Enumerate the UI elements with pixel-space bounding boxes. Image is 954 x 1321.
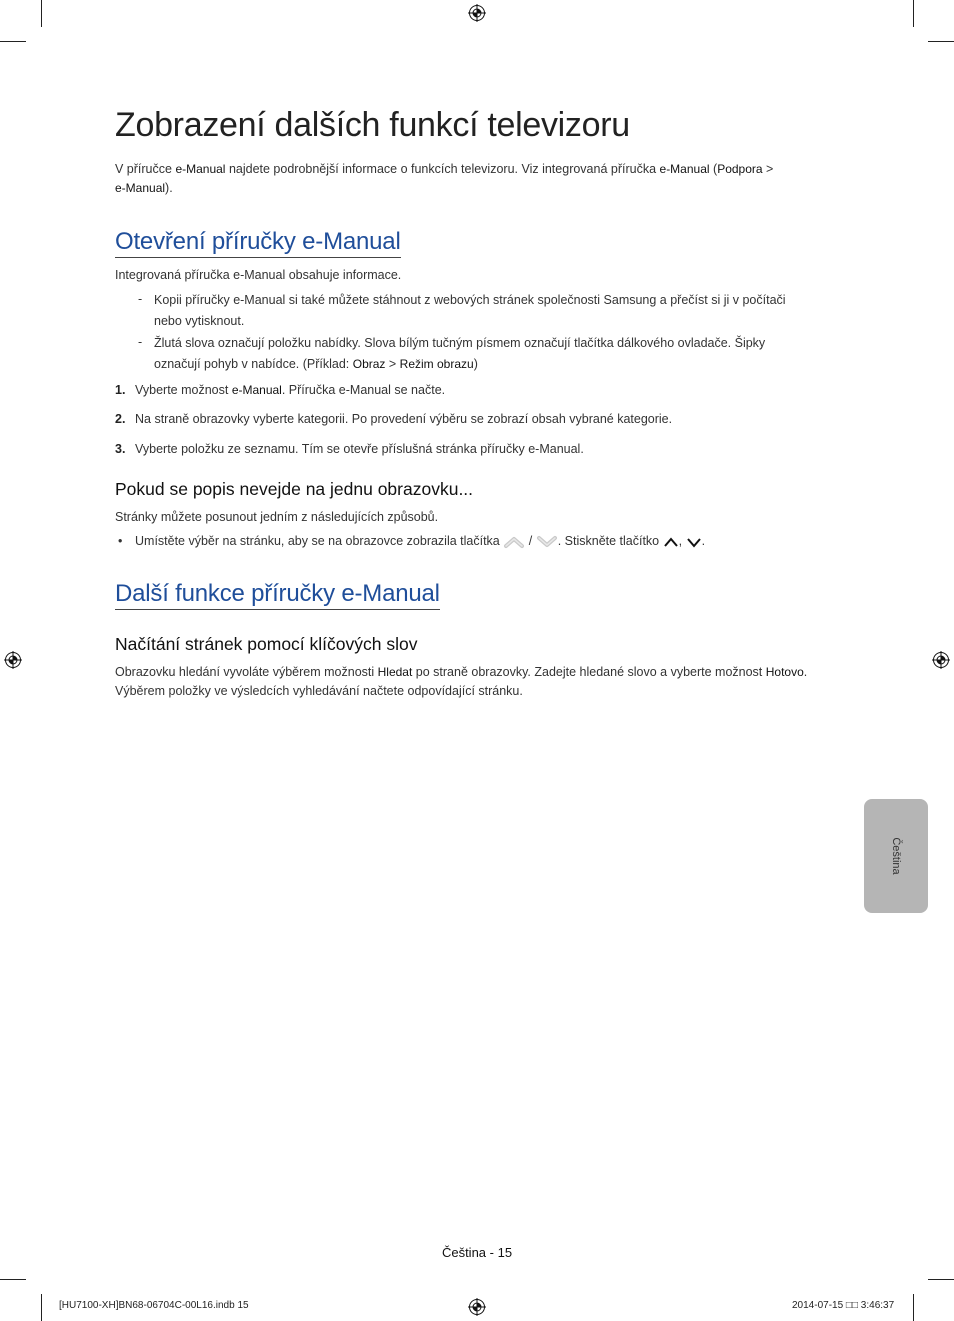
language-tab: [864, 799, 928, 913]
crop-mark: [0, 1279, 26, 1280]
note-item: [154, 290, 844, 332]
paragraph-text: .: [803, 665, 808, 679]
intro-text: >: [762, 162, 774, 176]
crop-mark: [41, 1294, 42, 1321]
button-keyword: Hotovo: [765, 665, 804, 679]
menu-keyword: Obraz: [352, 357, 386, 371]
subsection-heading: Načítání stránek pomocí klíčových slov: [115, 634, 418, 654]
intro-text: najdete podrobnější informace o funkcích televizoru. Viz integrovaná příručka: [225, 162, 660, 176]
paragraph-text: Obrazovku hledání vyvoláte výběrem možnosti: [115, 665, 378, 679]
section-heading: Otevření příručky e-Manual: [115, 228, 401, 258]
crop-mark: [913, 0, 914, 27]
registration-mark-icon: [4, 651, 22, 669]
bullet-item: [135, 532, 705, 551]
subsection-heading: Pokud se popis nevejde na jednu obrazovku...: [115, 479, 474, 499]
menu-keyword: Režim obrazu: [399, 357, 474, 371]
crop-mark: [928, 41, 954, 42]
note-text: >: [385, 357, 400, 371]
note-text: Kopii příručky e-Manual si také můžete stáhnout z webových stránek společnosti Samsung a přečíst si ji v počítači: [154, 293, 786, 307]
step-text-part: . Příručka e-Manual se načte.: [281, 383, 446, 397]
page-number: Čeština - 15: [441, 1245, 513, 1260]
note-dash: -: [138, 335, 143, 349]
step-number: 1.: [115, 383, 126, 397]
step-number: 2.: [115, 412, 126, 426]
section-lead: Integrovaná příručka e-Manual obsahuje informace.: [115, 268, 402, 282]
crop-mark: [928, 1279, 954, 1280]
intro-keyword: e-Manual: [659, 162, 710, 176]
note-text: Žlutá slova označují položku nabídky. Slova bílým tučným písmem označují tlačítka dálkového ovladače. Šipky: [154, 336, 766, 350]
intro-text: V příručce: [115, 162, 176, 176]
step-number: 3.: [115, 442, 126, 456]
note-text: ): [473, 357, 478, 371]
intro-text: ).: [165, 181, 173, 195]
step-text: Na straně obrazovky vyberte kategorii. Po provedení výběru se zobrazí obsah vybrané kategorie.: [135, 412, 673, 426]
step-text-part: Vyberte možnost: [135, 383, 232, 397]
bullet-text: Umístěte výběr na stránku, aby se na obrazovce zobrazila tlačítka: [135, 534, 500, 548]
registration-mark-icon: [468, 1298, 486, 1316]
chevron-up-icon: [663, 536, 679, 548]
bullet-text: ,: [678, 534, 683, 548]
print-slug-left: [HU7100-XH]BN68-06704C-00L16.indb 15: [59, 1300, 249, 1311]
chevron-down-icon: [686, 536, 702, 548]
crop-mark: [0, 41, 26, 42]
note-text: nebo vytisknout.: [154, 314, 245, 328]
paragraph-text: po straně obrazovky. Zadejte hledané slovo a vyberte možnost: [412, 665, 766, 679]
bullet-text: . Stiskněte tlačítko: [557, 534, 660, 548]
button-keyword: Hledat: [377, 665, 413, 679]
registration-mark-icon: [468, 4, 486, 22]
language-tab-label: Čeština: [890, 837, 902, 875]
intro-keyword: e-Manual: [115, 181, 166, 195]
subsection-lead: Stránky můžete posunout jedním z následujících způsobů.: [115, 510, 439, 524]
section-paragraph: [115, 663, 855, 701]
scroll-down-button-icon: [536, 535, 558, 549]
registration-mark-icon: [932, 651, 950, 669]
note-item: [154, 333, 844, 375]
scroll-up-button-icon: [503, 535, 525, 549]
page-title: Zobrazení dalších funkcí televizoru: [115, 106, 630, 144]
paragraph-text: Výběrem položky ve výsledcích vyhledávání načtete odpovídající stránku.: [115, 684, 523, 698]
intro-keyword: e-Manual: [175, 162, 226, 176]
step-keyword: e-Manual: [231, 383, 282, 397]
note-dash: -: [138, 292, 143, 306]
step-text: [135, 381, 445, 400]
bullet-text: /: [528, 534, 533, 548]
note-text: označují pohyb v nabídce. (Příklad:: [154, 357, 353, 371]
intro-paragraph: [115, 160, 835, 198]
bullet: •: [118, 534, 123, 548]
print-slug-right: 2014-07-15 □□ 3:46:37: [792, 1300, 895, 1311]
step-text: Vyberte položku ze seznamu. Tím se otevře příslušná stránka příručky e-Manual.: [135, 442, 584, 456]
crop-mark: [41, 0, 42, 27]
intro-keyword: Podpora: [717, 162, 763, 176]
bullet-text: .: [701, 534, 706, 548]
intro-text: (: [709, 162, 718, 176]
section-heading: Další funkce příručky e-Manual: [115, 580, 440, 610]
crop-mark: [913, 1294, 914, 1321]
